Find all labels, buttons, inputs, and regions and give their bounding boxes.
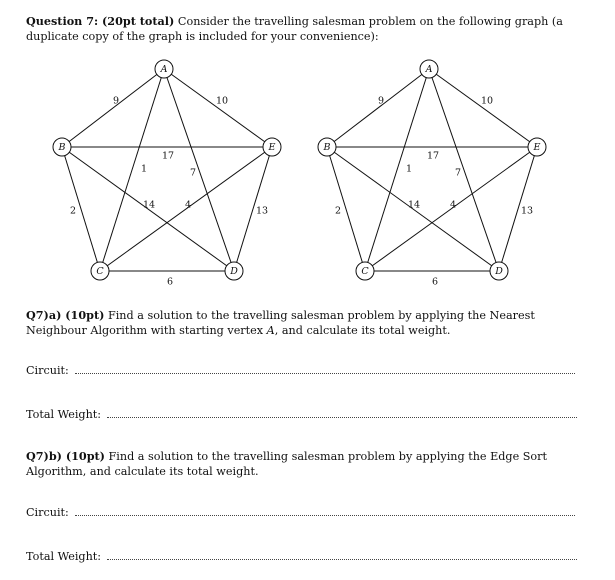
edge-weight-C-D: 6: [431, 276, 439, 287]
edge-weight-A-C: 1: [405, 163, 413, 175]
edge-weight-D-E: 13: [520, 205, 534, 217]
edge-weight-D-E: 13: [255, 205, 269, 217]
edge-weight-A-B: 9: [377, 95, 385, 107]
edge-weight-B-C: 2: [334, 205, 342, 217]
part-b-weight-answer-line[interactable]: [107, 558, 577, 560]
edge-A-E: [429, 69, 537, 147]
edge-weight-B-D: 14: [407, 199, 421, 211]
part-b-circuit-answer-line[interactable]: [75, 514, 575, 516]
vertex-B: [318, 138, 336, 156]
edge-A-B: [327, 69, 429, 147]
vertex-C: [91, 262, 109, 280]
vertex-E: [263, 138, 281, 156]
vertex-A: [155, 60, 173, 78]
vertex-label: C: [361, 266, 369, 277]
graph-right: [315, 55, 565, 287]
edge-weight-A-E: 10: [480, 95, 494, 107]
part-b-circuit-field: [26, 506, 575, 519]
vertex-label: B: [58, 142, 66, 153]
vertex-E: [528, 138, 546, 156]
edge-A-B: [62, 69, 164, 147]
edge-A-C: [100, 69, 164, 271]
question-text: Consider the travelling salesman problem on the following graph (a duplicate copy of the graph is included for your convenience):: [26, 15, 563, 43]
edge-weight-A-C: 1: [140, 163, 148, 175]
edge-B-C: [327, 147, 365, 271]
vertex-label: B: [323, 142, 331, 153]
edge-weight-B-C: 2: [69, 205, 77, 217]
edge-weight-A-D: 7: [454, 167, 462, 179]
edge-A-C: [365, 69, 429, 271]
edge-B-C: [62, 147, 100, 271]
question-intro: [26, 14, 586, 44]
edge-weight-C-D: 6: [166, 276, 174, 287]
graph-vertices: [318, 60, 546, 280]
edge-weight-B-D: 14: [142, 199, 156, 211]
edge-weight-B-E: 17: [426, 150, 440, 162]
vertex-label: D: [230, 266, 238, 277]
vertex-A: [420, 60, 438, 78]
circuit-label: Circuit:: [26, 506, 69, 519]
edge-weight-B-E: 17: [161, 150, 175, 162]
part-a-prompt: Q7)a) (10pt) Find a solution to the travelling salesman problem by applying the Nearest Neighbour Algorithm with starting vertex A, and calculate its total weight.: [26, 308, 535, 337]
question-number: Question 7: (20pt total): [26, 14, 175, 28]
part-b-weight-field: [26, 550, 577, 563]
graph-vertices: [53, 60, 281, 280]
start-vertex: A: [266, 324, 275, 337]
edge-A-E: [164, 69, 272, 147]
edge-weight-C-E: 4: [449, 199, 457, 211]
graph-left: [50, 55, 300, 287]
graph-edges: [327, 69, 537, 271]
vertex-label: E: [268, 142, 276, 153]
vertex-label: D: [495, 266, 503, 277]
part-a-circuit-field: [26, 364, 575, 377]
vertex-B: [53, 138, 71, 156]
total-weight-label: Total Weight:: [26, 408, 102, 421]
part-b-label: Q7)b) (10pt): [26, 449, 105, 463]
vertex-label: A: [160, 64, 168, 75]
vertex-C: [356, 262, 374, 280]
vertex-D: [225, 262, 243, 280]
circuit-label: Circuit:: [26, 364, 69, 377]
vertex-label: E: [533, 142, 541, 153]
part-a-label: Q7)a) (10pt): [26, 308, 105, 322]
total-weight-label: Total Weight:: [26, 550, 102, 563]
edge-weight-A-E: 10: [215, 95, 229, 107]
edge-weight-C-E: 4: [184, 199, 192, 211]
edge-weight-A-B: 9: [112, 95, 120, 107]
part-a-weight-field: [26, 408, 577, 421]
vertex-label: A: [425, 64, 433, 75]
vertex-label: C: [96, 266, 104, 277]
vertex-D: [490, 262, 508, 280]
edge-weight-A-D: 7: [189, 167, 197, 179]
part-a-weight-answer-line[interactable]: [107, 416, 577, 418]
graph-edges: [62, 69, 272, 271]
part-b-prompt: Q7)b) (10pt) Find a solution to the travelling salesman problem by applying the Edge Sort Algorithm, and calculate its total weight.: [26, 449, 548, 478]
part-a-circuit-answer-line[interactable]: [75, 372, 575, 374]
